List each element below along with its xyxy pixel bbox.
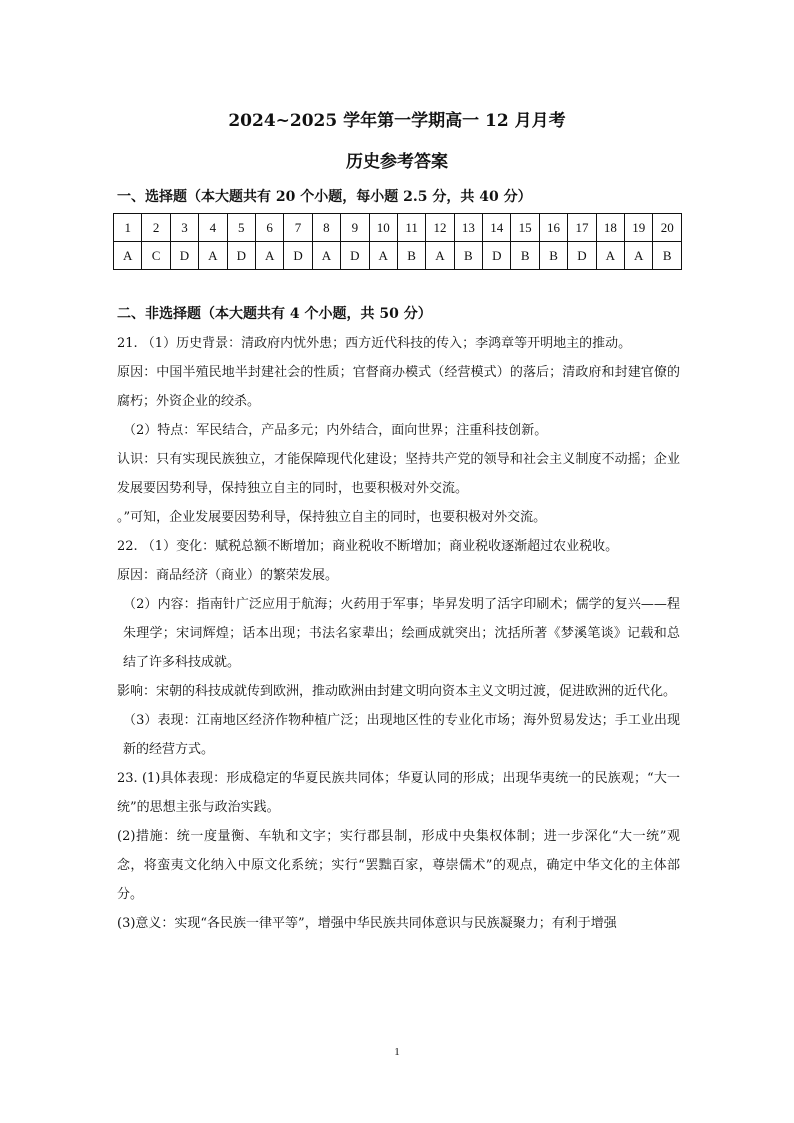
essay-questions-heading: 二、非选择题（本大题共有 4 个小题，共 50 分） bbox=[117, 306, 432, 322]
answer-cell: A bbox=[255, 242, 283, 270]
answer-cell: B bbox=[511, 242, 539, 270]
page-number: 1 bbox=[394, 1046, 400, 1058]
exam-title: 2024~2025 学年第一学期高一 12 月月考 bbox=[228, 111, 566, 131]
answer-paragraph: 21. （1）历史背景：清政府内忧外患；西方近代科技的传入；李鸿章等开明地主的推动。 bbox=[117, 336, 632, 351]
answer-cell: B bbox=[454, 242, 482, 270]
answer-paragraph: 原因：中国半殖民地半封建社会的性质；官督商办模式（经营模式）的落后；清政府和封建官僚的腐朽；外资企业的绞杀。 bbox=[117, 365, 680, 409]
answer-paragraph: 。”可知，企业发展要因势利导，保持独立自主的同时，也要积极对外交流。 bbox=[117, 510, 547, 525]
answer-cell: A bbox=[426, 242, 454, 270]
question-number-cell: 3 bbox=[170, 214, 198, 242]
question-number-cell: 5 bbox=[227, 214, 255, 242]
answer-cell: A bbox=[312, 242, 340, 270]
answer-cell: D bbox=[568, 242, 596, 270]
question-number-cell: 14 bbox=[483, 214, 511, 242]
question-number-cell: 18 bbox=[596, 214, 624, 242]
answer-table bbox=[113, 213, 682, 270]
answer-paragraph: 23. (1)具体表现：形成稳定的华夏民族共同体；华夏认同的形成；出现华夷统一的民族观；“大一统”的思想主张与政治实践。 bbox=[117, 771, 680, 815]
answer-cell: B bbox=[397, 242, 425, 270]
question-number-cell: 4 bbox=[199, 214, 227, 242]
answer-paragraph: （2）特点：军民结合，产品多元；内外结合，面向世界；注重科技创新。 bbox=[123, 423, 548, 438]
answer-cell: D bbox=[483, 242, 511, 270]
answer-paragraph: （2）内容：指南针广泛应用于航海；火药用于军事；毕昇发明了活字印刷术；儒学的复兴——程朱理学；宋词辉煌；话本出现；书法名家辈出；绘画成就突出；沈括所著《梦溪笔谈》记载和总结了许多科技成就。 bbox=[123, 597, 680, 670]
question-number-cell: 1 bbox=[114, 214, 142, 242]
answer-cell: A bbox=[596, 242, 624, 270]
question-number-cell: 8 bbox=[312, 214, 340, 242]
question-number-cell: 16 bbox=[539, 214, 567, 242]
answer-cell: D bbox=[341, 242, 369, 270]
answer-row bbox=[114, 242, 682, 270]
answer-paragraph: 认识：只有实现民族独立，才能保障现代化建设；坚持共产党的领导和社会主义制度不动摇；企业发展要因势利导，保持独立自主的同时，也要积极对外交流。 bbox=[117, 452, 680, 496]
answer-cell: B bbox=[653, 242, 682, 270]
question-number-cell: 2 bbox=[142, 214, 170, 242]
question-number-cell: 13 bbox=[454, 214, 482, 242]
answer-paragraph: (2)措施：统一度量衡、车轨和文字；实行郡县制，形成中央集权体制；进一步深化“大一统”观念，将蛮夷文化纳入中原文化系统；实行“罢黜百家，尊崇儒术”的观点，确定中华文化的主体部分。 bbox=[117, 829, 680, 902]
answer-body bbox=[117, 329, 680, 938]
multiple-choice-heading: 一、选择题（本大题共有 20 个小题，每小题 2.5 分，共 40 分） bbox=[117, 189, 532, 205]
answer-cell: A bbox=[369, 242, 397, 270]
question-number-cell: 12 bbox=[426, 214, 454, 242]
answer-cell: A bbox=[625, 242, 653, 270]
question-number-cell: 20 bbox=[653, 214, 682, 242]
answer-cell: C bbox=[142, 242, 170, 270]
question-number-row bbox=[114, 214, 682, 242]
answer-paragraph: (3)意义：实现“各民族一律平等”，增强中华民族共同体意识与民族凝聚力；有利于增强 bbox=[117, 916, 617, 931]
question-number-cell: 19 bbox=[625, 214, 653, 242]
question-number-cell: 17 bbox=[568, 214, 596, 242]
question-number-cell: 15 bbox=[511, 214, 539, 242]
answer-cell: D bbox=[227, 242, 255, 270]
question-number-cell: 6 bbox=[255, 214, 283, 242]
answer-paragraph: 原因：商品经济（商业）的繁荣发展。 bbox=[117, 568, 339, 583]
answer-cell: A bbox=[199, 242, 227, 270]
answer-cell: B bbox=[539, 242, 567, 270]
answer-paragraph: 影响：宋朝的科技成就传到欧洲，推动欧洲由封建文明向资本主义文明过渡，促进欧洲的近代化。 bbox=[117, 684, 677, 699]
question-number-cell: 11 bbox=[397, 214, 425, 242]
question-number-cell: 9 bbox=[341, 214, 369, 242]
answer-paragraph: 22. （1）变化：赋税总额不断增加；商业税收不断增加；商业税收逐渐超过农业税收。 bbox=[117, 539, 619, 554]
question-number-cell: 10 bbox=[369, 214, 397, 242]
answer-cell: A bbox=[114, 242, 142, 270]
answer-cell: D bbox=[284, 242, 312, 270]
answer-key-title: 历史参考答案 bbox=[346, 152, 448, 172]
answer-paragraph: （3）表现：江南地区经济作物种植广泛；出现地区性的专业化市场；海外贸易发达；手工业出现新的经营方式。 bbox=[123, 713, 680, 757]
question-number-cell: 7 bbox=[284, 214, 312, 242]
answer-cell: D bbox=[170, 242, 198, 270]
